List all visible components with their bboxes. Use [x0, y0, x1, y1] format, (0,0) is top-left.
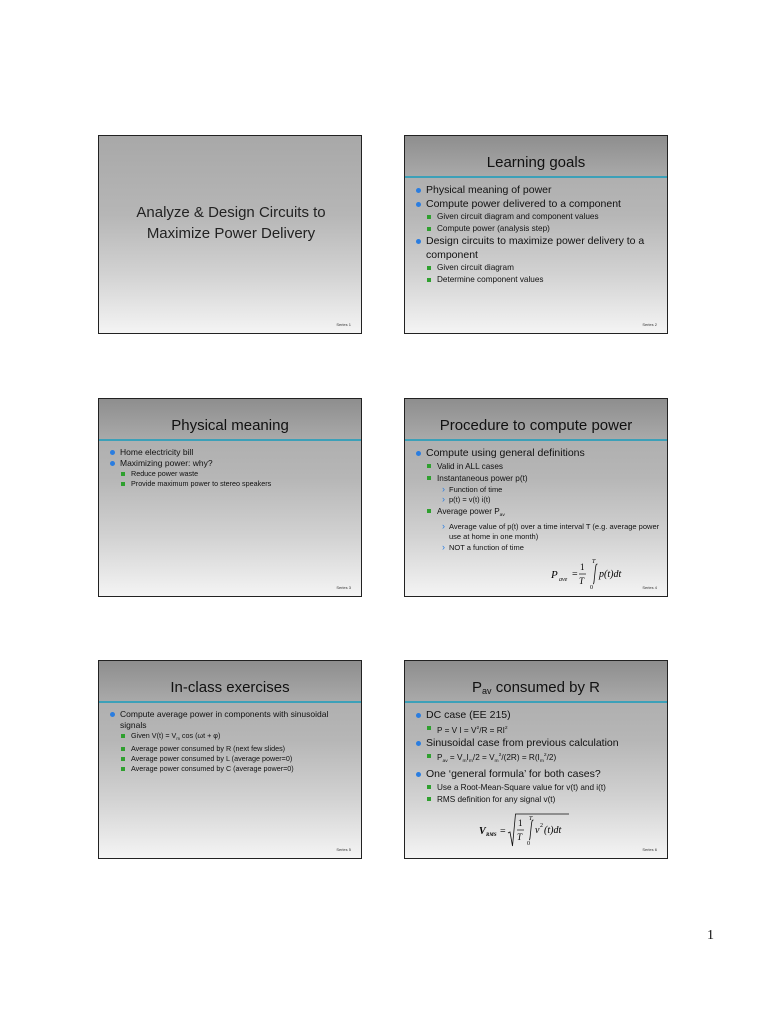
sub-bullet: Given circuit diagram and component values [415, 211, 661, 223]
sub-bullet: RMS definition for any signal v(t) [415, 794, 661, 806]
superscript: 2 [543, 753, 547, 758]
slide-1-title-line-2: Maximize Power Delivery [146, 225, 316, 242]
text-run: I [466, 753, 469, 762]
slide-1 [98, 135, 362, 334]
text-run: = V [447, 753, 463, 762]
slide-5-content [109, 709, 355, 774]
formula-lower: 0 [527, 841, 530, 847]
slide-number: Series 4 [642, 585, 657, 590]
subscript: av [442, 759, 448, 764]
sub-bullet [109, 731, 355, 744]
given-subscript: m [176, 736, 180, 741]
bullet: Design circuits to maximize power delivery to a component [415, 235, 661, 262]
slide-number: Series 5 [336, 847, 351, 852]
superscript: 2 [504, 725, 508, 731]
superscript: 2 [476, 725, 480, 731]
sub-bullet [415, 506, 661, 522]
sub-bullet [415, 723, 661, 737]
title-divider [405, 439, 667, 441]
superscript: 2 [498, 753, 502, 758]
given-text: Given V(t) = V [131, 731, 177, 740]
integral-sign [593, 564, 598, 584]
title-divider [405, 176, 667, 178]
slide-3 [98, 398, 362, 597]
sub-bullet: Compute power (analysis step) [415, 223, 661, 235]
formula-upper: T [592, 559, 596, 565]
text-run: P = V I = V [437, 725, 477, 735]
bullet: Physical meaning of power [415, 184, 661, 198]
bullet: Compute power delivered to a component [415, 198, 661, 212]
subscript: m [468, 759, 473, 764]
title-divider [99, 701, 361, 703]
slide-number: Series 3 [336, 585, 351, 590]
formula-eq: = [500, 826, 506, 837]
subscript: m [462, 759, 467, 764]
slide-1-title-line-1: Analyze & Design Circuits to [136, 204, 326, 221]
formula-den: T [517, 832, 523, 842]
sub-bullet: Determine component values [415, 274, 661, 286]
rms-formula [477, 811, 577, 849]
slide-number: Series 2 [642, 322, 657, 327]
bullet: Home electricity bill [109, 447, 355, 458]
slide-4-content [415, 447, 661, 553]
formula-upper: T [529, 816, 533, 822]
page-number: 1 [707, 928, 714, 943]
sub-sub-bullet: › p(t) = v(t) i(t) [415, 495, 661, 506]
sub-sub-bullet: › NOT a function of time [415, 543, 661, 554]
bullet: Compute average power in components with sinusoidal signals [109, 709, 355, 731]
text-run: /2) [546, 753, 557, 762]
avg-power-text: Average power P [437, 506, 500, 516]
text-run: /R = RI [479, 725, 505, 735]
sub-bullet: Provide maximum power to stereo speakers [109, 479, 355, 489]
slide-6-title [405, 679, 667, 696]
slide-number: Series 1 [336, 322, 351, 327]
slide-5 [98, 660, 362, 859]
title-rest: consumed by R [491, 679, 600, 696]
sub-sub-bullet: › Average value of p(t) over a time interval T (e.g. average power use at home in one month) [415, 522, 661, 543]
slide-4-title: Procedure to compute power [439, 417, 633, 434]
given-rest: cos (ωt + φ) [179, 731, 221, 740]
formula-integrand: v [535, 825, 540, 836]
formula-lhs-sub: RMS [486, 833, 497, 838]
title-divider [99, 439, 361, 441]
formula-lower: 0 [590, 585, 593, 591]
formula-lhs: V [479, 826, 486, 837]
formula-eq: = [572, 569, 578, 580]
average-power-formula [549, 557, 633, 591]
slide-3-content [109, 447, 355, 489]
slide-6-content [415, 709, 661, 806]
sub-bullet: Use a Root-Mean-Square value for v(t) and i(t) [415, 782, 661, 794]
integral-sign [529, 820, 534, 840]
sub-bullet: Reduce power waste [109, 469, 355, 479]
formula-integrand-sup: 2 [540, 823, 543, 829]
sub-sub-bullet: › Function of time [415, 485, 661, 496]
bullet: Compute using general definitions [415, 447, 661, 461]
slide-5-title: In-class exercises [170, 679, 290, 696]
sub-bullet: Valid in ALL cases [415, 461, 661, 473]
slide-number: Series 6 [642, 847, 657, 852]
sub-bullet: Instantaneous power p(t) [415, 473, 661, 485]
sub-bullet: Given circuit diagram [415, 262, 661, 274]
sub-bullet: Average power consumed by R (next few slides) [109, 744, 355, 754]
slide-3-title: Physical meaning [171, 417, 289, 434]
formula-integrand: p(t)dt [599, 569, 622, 580]
bullet: DC case (EE 215) [415, 709, 661, 723]
avg-power-subscript: av [499, 512, 505, 518]
subscript: m [494, 759, 499, 764]
text-run: /2 = V [472, 753, 495, 762]
bullet: Maximizing power: why? [109, 458, 355, 469]
title-divider [405, 701, 667, 703]
subscript: m [539, 759, 544, 764]
slide-2-title: Learning goals [486, 154, 586, 171]
slide-2 [404, 135, 668, 334]
formula-integrand-rest: (t)dt [544, 825, 562, 836]
formula-num: 1 [580, 562, 585, 572]
formula-den: T [579, 576, 585, 586]
formula-lhs: P [551, 569, 558, 581]
sub-bullet: Average power consumed by C (average power=0) [109, 764, 355, 774]
title-main: P [472, 679, 483, 696]
slide-6 [404, 660, 668, 859]
slide-4 [404, 398, 668, 597]
text-run: P [437, 753, 443, 762]
slide-2-content [415, 184, 661, 286]
sub-bullet [415, 750, 661, 768]
text-run: /(2R) = R(I [501, 753, 540, 762]
formula-num: 1 [518, 818, 523, 828]
bullet: One ‘general formula’ for both cases? [415, 768, 661, 782]
bullet: Sinusoidal case from previous calculation [415, 737, 661, 751]
formula-lhs-sub: ave [559, 577, 568, 583]
sub-bullet: Average power consumed by L (average power=0) [109, 754, 355, 764]
title-subscript: av [482, 686, 492, 696]
slide-1-title [109, 202, 353, 244]
